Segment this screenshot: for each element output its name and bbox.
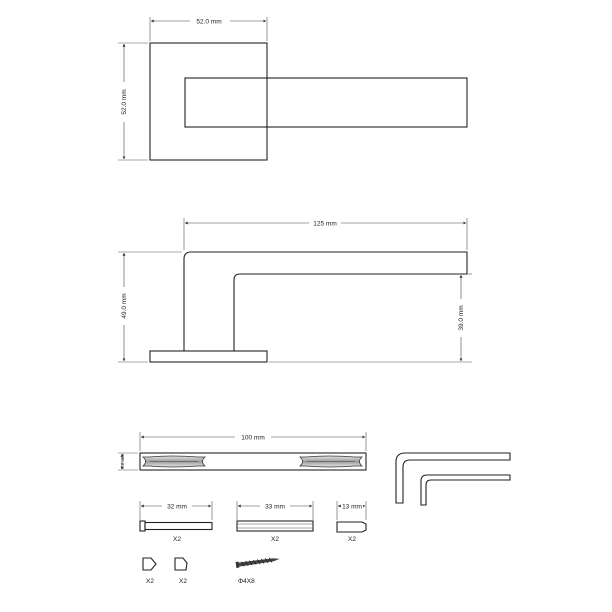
sleeve-length-label: 33 mm <box>265 503 285 511</box>
cap-b-shape <box>175 558 187 570</box>
spindle-view <box>118 432 366 470</box>
top-width-label: 52.0 mm <box>196 18 222 26</box>
bolt-shaft <box>145 523 212 530</box>
screw-label: Φ4X8 <box>238 578 255 585</box>
top-view <box>118 17 467 161</box>
screw-part <box>236 556 280 585</box>
bolt-qty: X2 <box>173 536 181 543</box>
bolt-part <box>140 501 212 543</box>
spindle-groove-left <box>143 456 205 467</box>
side-lever-height-label: 39.0 mm <box>458 305 465 331</box>
cap-a-shape <box>143 558 156 570</box>
spindle-length-label: 100 mm <box>241 434 265 442</box>
sleeve-part <box>237 501 313 543</box>
grub-body <box>337 522 366 532</box>
lever-profile <box>184 252 467 351</box>
bolt-length-label: 32 mm <box>167 503 187 511</box>
sleeve-body <box>237 521 313 531</box>
bolt-head <box>140 521 145 531</box>
side-view <box>118 218 472 362</box>
top-height-label: 52.0 mm <box>121 89 128 115</box>
cap-a-qty: X2 <box>146 578 154 585</box>
spindle-thickness-label: 8.0 mm <box>120 453 125 470</box>
rose-plate <box>150 43 267 160</box>
side-length-label: 125 mm <box>313 220 337 228</box>
lever-top <box>185 78 467 127</box>
rose-base <box>150 351 267 362</box>
grub-length-label: 13 mm <box>342 503 362 511</box>
cap-a-part <box>143 558 156 585</box>
allen-key-large <box>396 453 510 503</box>
cap-b-part <box>175 558 187 585</box>
side-total-height-label: 49.0 mm <box>121 293 128 319</box>
spindle-groove-right <box>300 456 362 467</box>
grub-qty: X2 <box>348 536 356 543</box>
cap-b-qty: X2 <box>179 578 187 585</box>
allen-key-small <box>421 475 510 505</box>
sleeve-qty: X2 <box>271 536 279 543</box>
grub-part <box>337 501 366 543</box>
